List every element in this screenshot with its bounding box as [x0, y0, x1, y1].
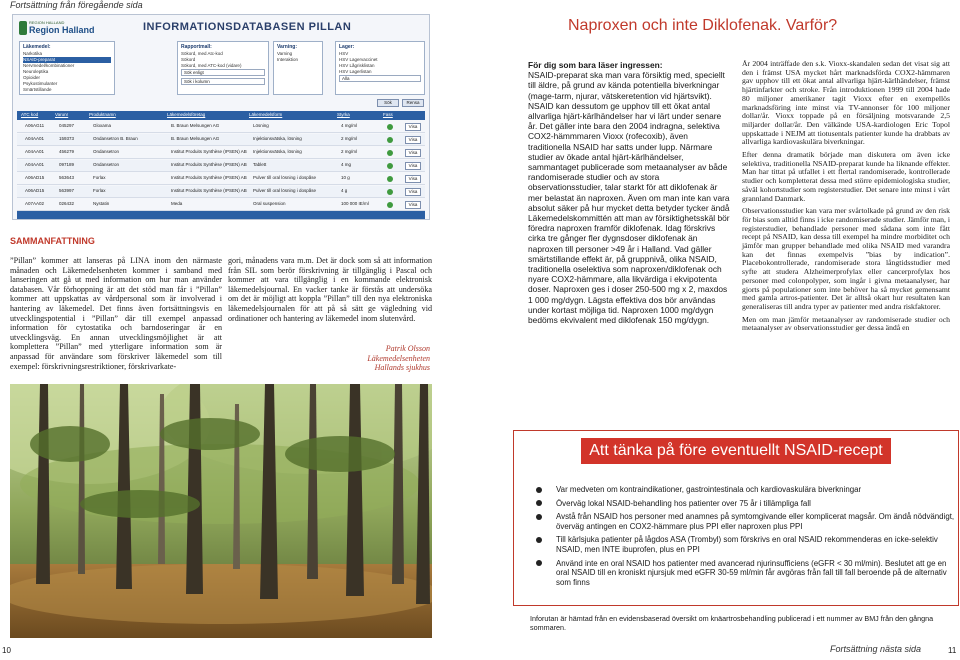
bullet-icon	[536, 560, 542, 566]
drug-option[interactable]: Smärtstillande	[23, 87, 52, 92]
table-cell-atc: A04AA01	[25, 149, 45, 154]
forest-photo	[10, 384, 432, 638]
bullet-icon	[536, 537, 542, 543]
logo-mark-icon	[19, 21, 27, 35]
status-dot-icon	[387, 202, 393, 208]
table-cell-form: Injektionsvätska, lösning	[253, 136, 302, 141]
table-cell-form: Oral suspension	[253, 201, 286, 206]
recommendation-item: Till kärlsjuka patienter på lågdos ASA (Trombyl) som förskrivs en oral NSAID rekommenderas en icke-selektiv NSAID, men INTE ibuprofen, plus en PPI	[536, 535, 956, 554]
table-cell-varunr: 026432	[59, 201, 75, 206]
report-option[interactable]: Sökord	[181, 57, 196, 62]
table-cell-atc: A06AG11	[25, 123, 45, 128]
table-cell-atc: A06AD15	[25, 175, 45, 180]
table-row[interactable]	[17, 121, 425, 133]
drug-panel	[19, 41, 115, 95]
search-button[interactable]: Sök	[377, 99, 399, 107]
status-dot-icon	[387, 150, 393, 156]
box-footnote: Inforutan är hämtad från en evidensbaserad översikt om knäartrosbehandling publicerad i ett nummer av BMJ från den gångna sommaren.	[530, 614, 934, 632]
table-cell-company: Meda	[171, 201, 183, 206]
drug-option[interactable]: Neuroleptika	[23, 69, 49, 74]
table-cell-varunr: 563643	[59, 175, 75, 180]
drug-panel-heading: Läkemedel:	[23, 44, 51, 50]
bullet-icon	[536, 487, 542, 493]
recommendation-item: Avstå från NSAID hos personer med anamnes på symtomgivande eller komplicerat magsår. Om ändå nödvändigt, överväg antingen en COX2-hämmare plus PPI eller naproxen plus PPI	[536, 512, 956, 531]
table-cell-varunr: 563997	[59, 188, 75, 193]
bullet-icon	[536, 514, 542, 520]
column-header[interactable]: Produktnamn	[89, 112, 116, 117]
table-cell-name: Nystatin	[93, 201, 110, 206]
table-row[interactable]	[17, 173, 425, 185]
table-cell-strength: 10 g	[341, 175, 350, 180]
table-cell-strength: 100 000 IE/ml	[341, 201, 369, 206]
logo-small-text: REGION HALLAND	[29, 20, 65, 25]
warning-option[interactable]: Varning	[277, 51, 293, 56]
table-cell-atc: A04AA01	[25, 162, 45, 167]
status-dot-icon	[387, 176, 393, 182]
warning-panel	[273, 41, 323, 95]
region-halland-logo	[19, 19, 95, 39]
table-cell-company: Institut Produits Synthèse (IPSEN) AB	[171, 162, 247, 167]
column-header[interactable]: ATC kod	[21, 112, 39, 117]
view-button[interactable]: Visa	[405, 201, 421, 209]
recommendation-item: Var medveten om kontraindikationer, gastrointestinala och kardiovaskulära biverkningar	[536, 485, 956, 495]
recommendation-box	[513, 430, 959, 606]
article-title: Naproxen och inte Diklofenak. Varför?	[568, 17, 838, 34]
article-paragraph: Men om man jämför metaanalyser av randomiserade studier och metaanalyser av observationsstudier ger dessa ändå en	[742, 314, 950, 333]
table-cell-name: Gloxama	[93, 123, 112, 128]
status-dot-icon	[387, 189, 393, 195]
table-cell-varunr: 159373	[59, 136, 75, 141]
table-cell-name: Ondansetron B. Braun	[93, 136, 138, 141]
column-header[interactable]: Varunr	[55, 112, 69, 117]
recommendation-title: Att tänka på före eventuellt NSAID-recept	[581, 438, 890, 464]
article-column-2	[742, 60, 950, 337]
view-button[interactable]: Visa	[405, 188, 421, 196]
table-row[interactable]	[17, 160, 425, 172]
page-number-right: 11	[948, 646, 957, 655]
continuation-header: Fortsättning från föregående sida	[10, 0, 143, 10]
author-name: Patrik Olsson	[385, 344, 430, 353]
storage-option[interactable]: HSV Lagervaccinet	[339, 57, 378, 62]
table-cell-strength: 2 mg/ml	[341, 136, 358, 141]
results-footer-bar	[17, 211, 425, 219]
table-cell-varunr: 097189	[59, 162, 75, 167]
page-number-left: 10	[2, 646, 11, 655]
drug-option[interactable]: NSAID-preparat	[23, 57, 111, 63]
table-cell-company: B. Braun Melsungen AG	[171, 123, 220, 128]
table-cell-atc: A04AA01	[25, 136, 45, 141]
search-column-select[interactable]: Sök i kolumn	[181, 78, 265, 85]
table-cell-name: Ondansetron	[93, 162, 120, 167]
view-button[interactable]: Visa	[405, 175, 421, 183]
summary-column-2: gori, månadens vara m.m. Det är dock som så att information från SIL som berör förskrivning är tillgänglig i Pascal och kommer att vara tillgänglig i en kommande elektronisk läkemedelsjournal. En vacker tanke är förstås att undersöka om det är möjligt att koppla ”Pillan” till den nya elektroniska läkemedelsjournalen för att på så sätt ge vägledning vid ordinationer och hantering av läkemedel inom slutenvård.	[228, 256, 432, 323]
view-button[interactable]: Visa	[405, 162, 421, 170]
table-cell-strength: 4 mg	[341, 162, 352, 167]
report-option[interactable]: Sökord, med ATC-kod (vidare)	[181, 63, 242, 68]
table-cell-company: Institut Produits Synthèse (IPSEN) AB	[171, 188, 247, 193]
bullet-icon	[536, 500, 542, 506]
table-cell-name: Forlax	[93, 188, 106, 193]
table-cell-company: Institut Produits Synthèse (IPSEN) AB	[171, 175, 247, 180]
database-screenshot	[12, 14, 430, 220]
status-dot-icon	[387, 137, 393, 143]
article-paragraph: År 2004 inträffade den s.k. Vioxx-skandalen sedan det visat sig att den i främst USA mycket hårt marknadsförda COX2-hämmaren gav upphov till ett ökat antal allvarliga hjärt-kärlhändelser, främst hjärtinfarkter och stroke. Från introduktionen 1999 till 2004 hade 80 miljoner amerikaner tagit Vioxx efter en exempellös marknadsföring inte minst via TV-annonser för 100 miljoner dollar/år. Vioxx toppade på en försäljning motsvarande 2,5 miljarder dollar/år. Den välkände USA-kardiologen Eric Topol uppskattade i NEJM att tiotusentals patienter kunde ha drabbats av allvarliga kardiovaskulära biverkningar.	[742, 59, 950, 147]
table-cell-strength: 4 g	[341, 188, 348, 193]
table-cell-varunr: 456279	[59, 149, 75, 154]
warning-option[interactable]: Interaktion	[277, 57, 299, 62]
drug-option[interactable]: Opioider	[23, 75, 41, 80]
article-paragraph: Efter denna dramatik började man diskutera om även icke selektiva, traditionella NSAID-preparat kunde ha liknande effekter. Man har tittat på utfallet i ett flertal randomiserade, kontrollerade studier och kompletterat dessa med större epidemiologiska studier, såväl kohortstudier som registerstudier. Det senare inte minst i vårt grannland Danmark.	[742, 150, 950, 203]
article-paragraph: Observationsstudier kan vara mer svårtolkade på grund av den risk för bias som alltid finns i icke randomiserade studier. Jämför man, i registerstudier, behandlade personer med sådana som inte fått recept på NSAID, kan dessa till exempel ha mindre morbiditet och jämför man grupper behandlade med olika NSAID med varandra kan det finnas exempelvis ”bias by indication”. Placebokontrollerade, randomiserade stora långtidsstudier med syfte att studera Alzheimerprofylax eller cancerprofylax hos personer med colonpolyper, som ingår i givna metaanalyser, har gjorts på populationer som inte behöver ha så mycket gemensamt med gamla artros-patienter. Det är alltså okart hur resultaten kan generaliseras till andra typer av patienter med andra riskfaktorer.	[742, 206, 950, 311]
report-option[interactable]: Sökord, med Atc-kod	[181, 51, 223, 56]
storage-option[interactable]: HSV Lagerlistan	[339, 69, 372, 74]
report-panel-heading: Rapportmall:	[181, 44, 212, 50]
storage-select[interactable]: Alla	[339, 75, 421, 82]
storage-option[interactable]: HSV	[339, 51, 349, 56]
table-cell-form: Injektionsvätska, lösning	[253, 149, 302, 154]
table-row[interactable]	[17, 199, 425, 211]
continued-next-page: Fortsättning nästa sida	[830, 644, 922, 654]
table-row[interactable]	[17, 134, 425, 146]
forest-illustration	[10, 384, 432, 638]
drug-option[interactable]: Psykostimulanter	[23, 81, 58, 86]
article-intro	[528, 60, 732, 325]
view-button[interactable]: Visa	[405, 123, 421, 131]
column-header[interactable]: Läkemedelsföretag	[167, 112, 206, 117]
table-cell-company: Institut Produits Synthèse (IPSEN) AB	[171, 149, 247, 154]
storage-option[interactable]: HSV Lågrisklistan	[339, 63, 375, 68]
clear-button[interactable]: Rensa	[402, 99, 424, 107]
table-cell-form: Pulver till oral lösning i dospåse	[253, 188, 317, 193]
table-cell-company: B. Braun Melsungen AG	[171, 136, 220, 141]
table-cell-name: Forlax	[93, 175, 106, 180]
storage-panel-heading: Lager:	[339, 44, 355, 50]
drug-option[interactable]: Nervmedel/kombinationer	[23, 63, 75, 68]
table-cell-form: Tablett	[253, 162, 267, 167]
summary-column-1: ”Pillan” kommer att lanseras på LINA inom den närmaste månaden och Läkemedelsenheten kommer i samband med lanseringen att gå ut med information om hur man använder databasen. Vår förhoppning är att det stöd man får i ”Pillan” kommer att uppskattas av vårdpersonal som är involverad i hantering av läkemedel. Det finns även fortsättningsvis en utvecklingspotential i ”Pillan” där till exempel anpassad information för cytostatika och barndoseringar är en utvecklingsväg. En annan utvecklingsmöjlighet är att komplettera ”Pillan” med ytterligare information som är anpassad för användare som förskriver läkemedel som till exempel: förskrivningsrestriktioner, förskrivarkate-	[10, 256, 222, 371]
table-row[interactable]	[17, 147, 425, 159]
view-button[interactable]: Visa	[405, 149, 421, 157]
logo-text: Region Halland	[29, 25, 95, 35]
table-cell-varunr: 045297	[59, 123, 75, 128]
table-cell-atc: A07AA02	[25, 201, 45, 206]
author-unit: Läkemedelsenheten	[367, 353, 430, 363]
summary-heading: SAMMANFATTNING	[10, 236, 95, 246]
warning-panel-heading: Varning:	[277, 44, 298, 50]
column-header[interactable]: Styrka	[337, 112, 350, 117]
view-button[interactable]: Visa	[405, 136, 421, 144]
table-cell-strength: 2 mg/ml	[341, 149, 358, 154]
storage-panel	[335, 41, 425, 95]
author-signature	[300, 344, 430, 373]
status-dot-icon	[387, 163, 393, 169]
recommendation-list	[536, 485, 956, 591]
table-cell-form: Lösning	[253, 123, 269, 128]
table-cell-name: Ondansetron	[93, 149, 120, 154]
database-title: INFORMATIONSDATABASEN PILLAN	[143, 21, 352, 33]
results-table-header	[17, 111, 425, 120]
recommendation-item: Överväg lokal NSAID-behandling hos patienter over 75 år i tillämpliga fall	[536, 499, 956, 509]
recommendation-item: Använd inte en oral NSAID hos patienter med avancerad njurinsufficiens (eGFR < 30 ml/min). Beslutet att ge en oral NSAID till en kroniskt njursjuk med eGFR 30-59 ml/min får avgöras från fall till fall beroende på de alternativ som finns	[536, 559, 956, 588]
table-cell-strength: 4 mg/ml	[341, 123, 358, 128]
column-header[interactable]: Läkemedelsform	[249, 112, 283, 117]
table-row[interactable]	[17, 186, 425, 198]
search-mode-select[interactable]: Sök enligt	[181, 69, 265, 76]
author-org: Hallands sjukhus	[374, 363, 430, 373]
status-dot-icon	[387, 124, 393, 130]
report-panel	[177, 41, 269, 95]
intro-text: NSAID-preparat ska man vara försiktig med, speciellt till äldre, på grund av kända potentiella biverkningar (mage-tarm, njurar, vätskeretention vid hjärtsvikt). NSAID kan dessutom ge upphov till ett ökat antal allvarliga hjärt-kärlhändelser har vi lärt under senare år. Det gäller inte bara den 2004 indragna, selektiva COX2-hämmmaren Vioxx (rofecoxib), även traditionella NSAID har satts under lupp. Närmare studier av ökade antal hjärt-kärlhändelser, sammantaget publicerade som metaanalyser av både randomiserade studier och av stora observationsstudier, talar starkt för att diklofenak är mer belastat än naproxen. Även om man inte kan vara absolut säker på hur mycket detta betyder tycker ändå Läkemedelskommittén att man av försiktighetsskäl bör föredra naproxen framför diklofenak. Idag förskrivs cirka tre gånger fler dygnsdoser diklofenak än naproxen till personer >49 år i Halland. Vad gäller smärtstillande effekt är, på gruppnivå, olika NSAID, traditionella oselektiva som naproxen/diklofenak och nyare COX2-hämmare, alla likvärdiga i ekvipotenta doser. Naproxen ges i doser 250-500 mg x 2, maxdos 1 000 mg/dygn. Lägsta effektiva dos bör användas under kortast möjliga tid. Naproxen 1000 mg/dygn bedöms ekvivalent med diklofenak 150 mg/dygn.	[528, 70, 730, 326]
column-header[interactable]: Fass	[383, 112, 393, 117]
table-cell-atc: A06AD15	[25, 188, 45, 193]
drug-option[interactable]: Narkotika	[23, 51, 43, 56]
table-cell-form: Pulver till oral lösning i dospåse	[253, 175, 317, 180]
intro-lead: För dig som bara läser ingressen:	[528, 60, 663, 70]
